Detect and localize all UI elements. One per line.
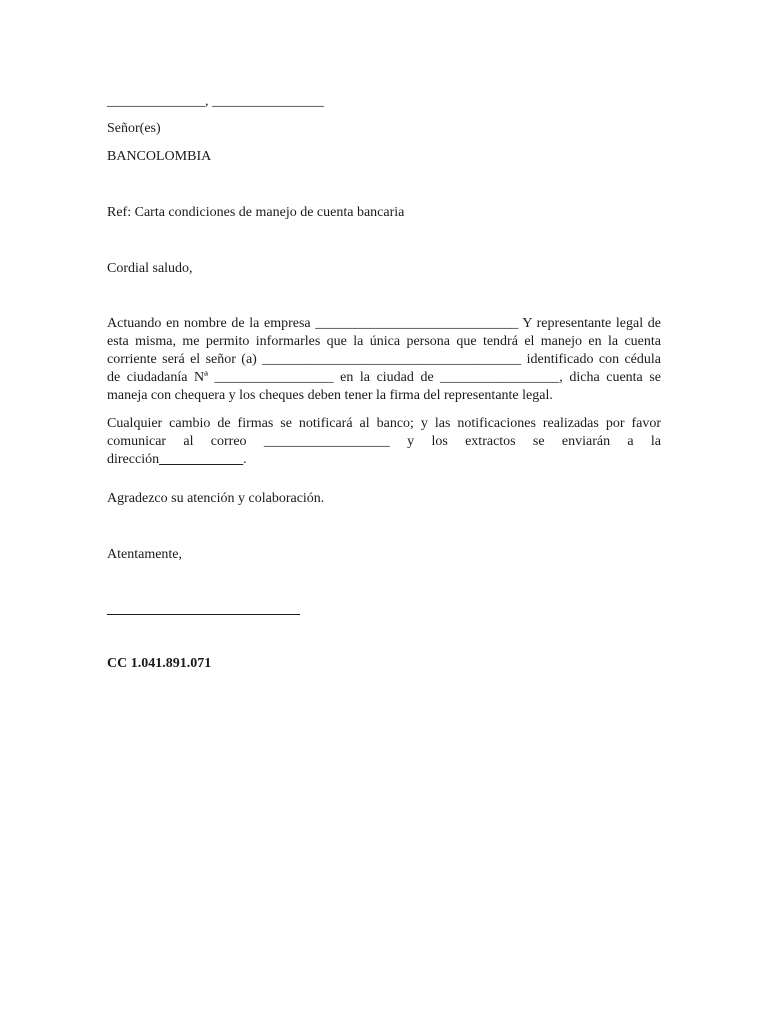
body-paragraph-1: Actuando en nombre de la empresa _____________________________ Y representante legal de esta misma, me permito informarles que la única persona que tendrá el manejo en la cuenta corriente será el señor (a) _____________________________________ identificado con cédula de ciudadanía Nª _________________ en la ciudad de _________________, dicha cuenta se maneja con chequera y los cheques deben tener la firma del representante legal. — [107, 316, 661, 403]
thanks-line: Agradezco su atención y colaboración. — [107, 491, 325, 506]
address-blank: ____________ — [159, 452, 244, 467]
signature-line — [107, 614, 300, 615]
reference-line: Ref: Carta condiciones de manejo de cuenta bancaria — [107, 205, 405, 220]
recipient-name: BANCOLOMBIA — [107, 149, 212, 164]
closing-line: Atentamente, — [107, 547, 183, 562]
salutation-to: Señor(es) — [107, 121, 161, 136]
paragraph-2-end: . — [243, 452, 247, 467]
signature-id: CC 1.041.891.071 — [107, 656, 212, 671]
greeting: Cordial saludo, — [107, 261, 193, 276]
date-line: ______________, ________________ — [107, 94, 324, 109]
body-paragraph-2 — [107, 415, 661, 469]
paragraph-2-text: Cualquier cambio de firmas se notificará al banco; y las notificaciones realizadas por favor comunicar al correo __________________ y los extractos se enviarán a la dirección — [107, 416, 661, 467]
